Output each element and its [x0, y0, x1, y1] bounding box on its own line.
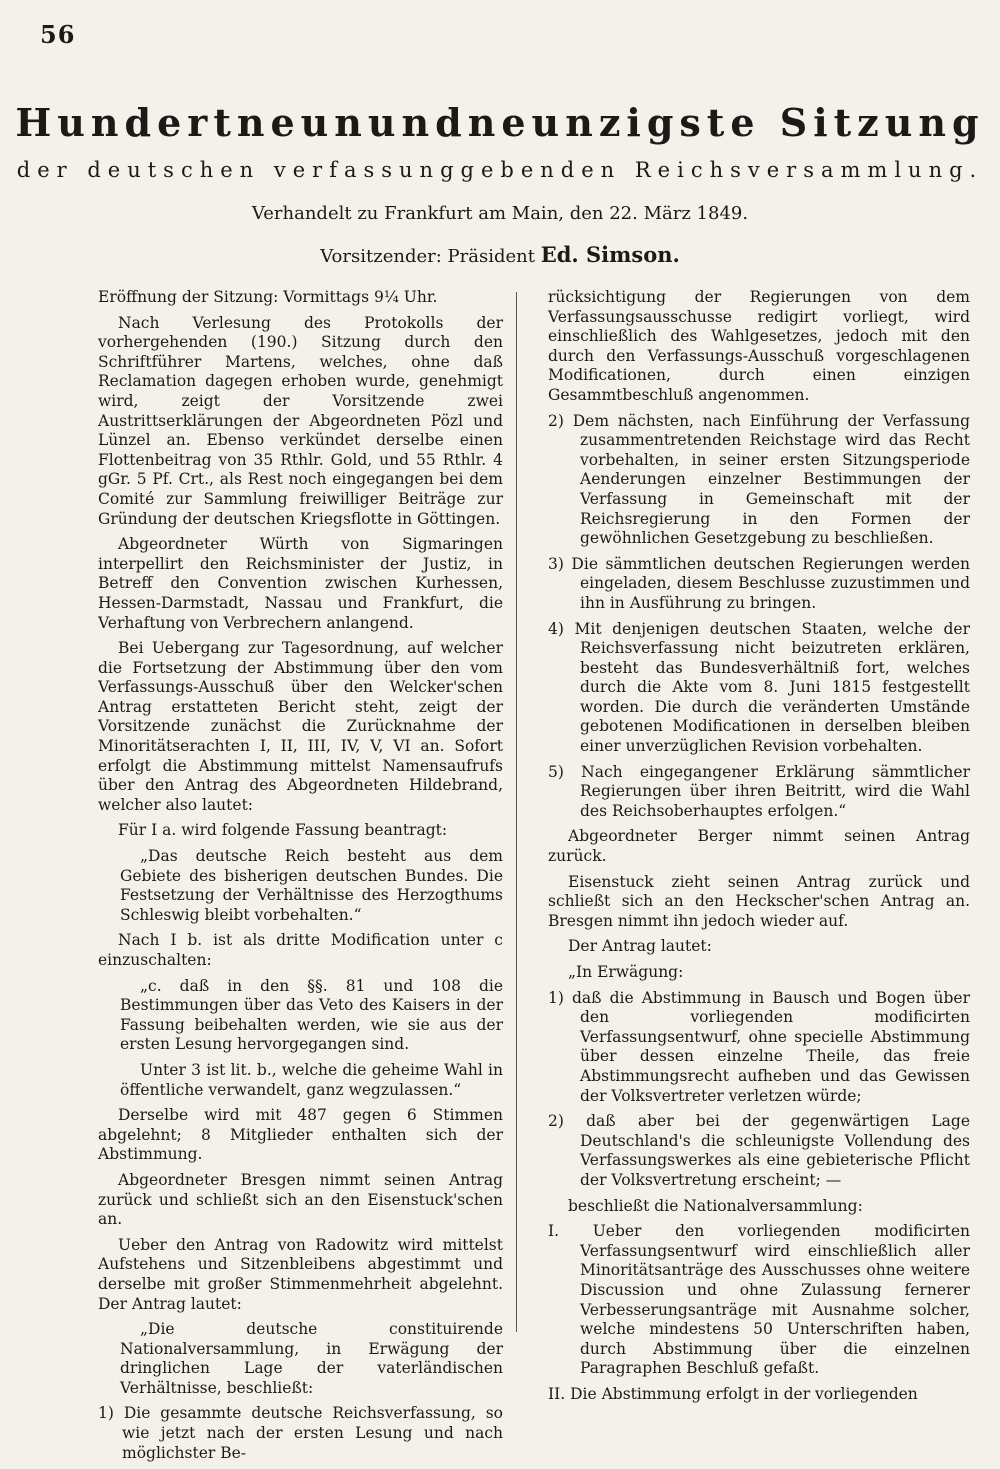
numbered-item: 2) Dem nächsten, nach Einführung der Verfassung zusammentretenden Reichstage wird das Recht vorbehalten, in seiner ersten Sitzungsperiode Aenderungen einzelner Bestimmungen der Verfassung in Gemeinschaft mit der Reichsregierung in den Formen der gewöhnlichen Gesetzgebung zu beschließen. — [548, 411, 970, 548]
chair-name: Ed. Simson. — [540, 242, 680, 267]
numbered-item: 2) daß aber bei der gegenwärtigen Lage Deutschland's die schleunigste Vollendung des Verfassungswerkes als eine gebieterische Pflicht der Volksvertretung erscheint; — — [548, 1112, 970, 1189]
paragraph: Derselbe wird mit 487 gegen 6 Stimmen abgelehnt; 8 Mitglieder enthalten sich der Abstimmung. — [98, 1106, 503, 1164]
numbered-item: 5) Nach eingegangener Erklärung sämmtlicher Regierungen über ihren Beitritt, wird die Wahl des Reichsoberhauptes erfolgen.“ — [548, 762, 970, 820]
column-divider — [516, 292, 517, 1332]
paragraph: Abgeordneter Würth von Sigmaringen interpellirt den Reichsminister der Justiz, in Betreff den Convention zwischen Kurhessen, Hessen-Darmstadt, Nassau und Frankfurt, die Verhaftung von Verbrechern anlangend. — [98, 535, 503, 632]
quote-paragraph: „Das deutsche Reich besteht aus dem Gebiete des bisherigen deutschen Bundes. Die Festsetzung der Verhältnisse des Herzogthums Schleswig bleibt vorbehalten.“ — [120, 847, 503, 924]
numbered-item: 1) Die gesammte deutsche Reichsverfassung, so wie jetzt nach der ersten Lesung und nach möglichster Be- — [98, 1404, 503, 1462]
chair-label: Vorsitzender: Präsident — [320, 246, 535, 267]
opening-paragraph: Eröffnung der Sitzung: Vormittags 9¼ Uhr. — [98, 288, 438, 306]
session-date-line: Verhandelt zu Frankfurt am Main, den 22. März 1849. — [251, 203, 749, 224]
quote-paragraph: „c. daß in den §§. 81 und 108 die Bestimmungen über das Veto des Kaisers in der Fassung beibehalten werden, wie sie aus der ersten Lesung hervorgegangen sind. — [120, 976, 503, 1054]
numbered-item: I. Ueber den vorliegenden modificirten Verfassungsentwurf wird einschließlich aller Minoritätsanträge des Ausschusses ohne weitere Discussion und ohne Zulassung fernerer Verbesserungsanträge mit Ausnahme solcher, welche mindestens 50 Unterschriften haben, durch Abstimmung über die einzelnen Paragraphen Beschluß gefaßt. — [548, 1222, 970, 1378]
quote-paragraph: „Die deutsche constituirende Nationalversammlung, in Erwägung der dringlichen Lage der vaterländischen Verhältnisse, beschließt: — [120, 1320, 503, 1397]
numbered-item: 4) Mit denjenigen deutschen Staaten, welche der Reichsverfassung nicht beizutreten erklären, besteht das Bundesverhältniß fort, welches durch die Akte vom 8. Juni 1815 festgestellt worden. Die durch die veränderten Umstände gebotenen Modificationen in derselben bleiben einer unverzüglichen Revision vorbehalten. — [548, 619, 970, 756]
paragraph: Abgeordneter Bresgen nimmt seinen Antrag zurück und schließt sich an den Eisenstuck'schen an. — [98, 1170, 503, 1229]
paragraph: Eisenstuck zieht seinen Antrag zurück und schließt sich an den Heckscher'schen Antrag an. Bresgen nimmt ihn jedoch wieder auf. — [548, 872, 970, 930]
session-title: Hundertneunundneunzigste Sitzung — [15, 100, 985, 145]
paragraph: Nach Verlesung des Protokolls der vorhergehenden (190.) Sitzung durch den Schriftführer Martens, welches, ohne daß Reclamation dagegen erhoben wurde, genehmigt wird, zeigt der Vorsitzende zwei Austrittserklärungen der Abgeordneten Pözl und Lünzel an. Ebenso verkündet derselbe einen Flottenbeitrag von 35 Rthlr. Gold, und 55 Rthlr. 4 gGr. 5 Pf. Crt., als Rest noch eingegangen bei dem Comité zur Sammlung freiwilliger Beiträge zur Gründung der deutschen Kriegsflotte in Göttingen. — [98, 313, 503, 528]
paragraph-continued: rücksichtigung der Regierungen von dem Verfassungsausschusse redigirt vorliegt, wird einschließlich des Wahlgesetzes, jedoch mit den durch den Verfassungs-Ausschuß vorgeschlagenen Modificationen, durch einen einzigen Gesammtbeschluß angenommen. — [548, 288, 970, 404]
paragraph: Bei Uebergang zur Tagesordnung, auf welcher die Fortsetzung der Abstimmung über den vom Verfassungs-Ausschuß über den Welcker'schen Antrag erstatteten Bericht steht, zeigt der Vorsitzende zunächst die Zurücknahme der Minoritätserachten I, II, III, IV, V, VI an. Sofort erfolgt die Abstimmung mittelst Namensaufrufs über den Antrag des Abgeordneten Hildebrand, welcher also lautet: — [98, 639, 503, 814]
paragraph: Abgeordneter Berger nimmt seinen Antrag zurück. — [548, 827, 970, 866]
left-column — [98, 288, 503, 1469]
numbered-item: 1) daß die Abstimmung in Bausch und Bogen über den vorliegenden modificirten Verfassungsentwurf, ohne specielle Abstimmung über dessen einzelne Theile, das freie Abstimmungsrecht aufheben und das Gewissen der Volksvertreter verletzen würde; — [548, 988, 970, 1105]
paragraph: beschließt die Nationalversammlung: — [568, 1196, 863, 1215]
paragraph: Ueber den Antrag von Radowitz wird mittelst Aufstehens und Sitzenbleibens abgestimmt und derselbe mit großer Stimmenmehrheit abgelehnt. Der Antrag lautet: — [98, 1235, 503, 1313]
right-column — [548, 288, 970, 1410]
quote-paragraph: Unter 3 ist lit. b., welche die geheime Wahl in öffentliche verwandelt, ganz wegzulassen.“ — [120, 1060, 503, 1099]
numbered-item: 3) Die sämmtlichen deutschen Regierungen werden eingeladen, diesem Beschlusse zuzustimmen und ihn in Ausführung zu bringen. — [548, 554, 970, 612]
page-number: 56 — [40, 20, 76, 49]
numbered-item: II. Die Abstimmung erfolgt in der vorliegenden — [548, 1384, 918, 1403]
assembly-subtitle: der deutschen verfassunggebenden Reichsversammlung. — [16, 158, 984, 182]
paragraph: Der Antrag lautet: — [568, 937, 712, 956]
paragraph: Für I a. wird folgende Fassung beantragt: — [118, 821, 448, 840]
chair-line — [0, 242, 1000, 267]
paragraph: Nach I b. ist als dritte Modification unter c einzuschalten: — [98, 931, 503, 969]
paragraph: „In Erwägung: — [568, 963, 684, 981]
